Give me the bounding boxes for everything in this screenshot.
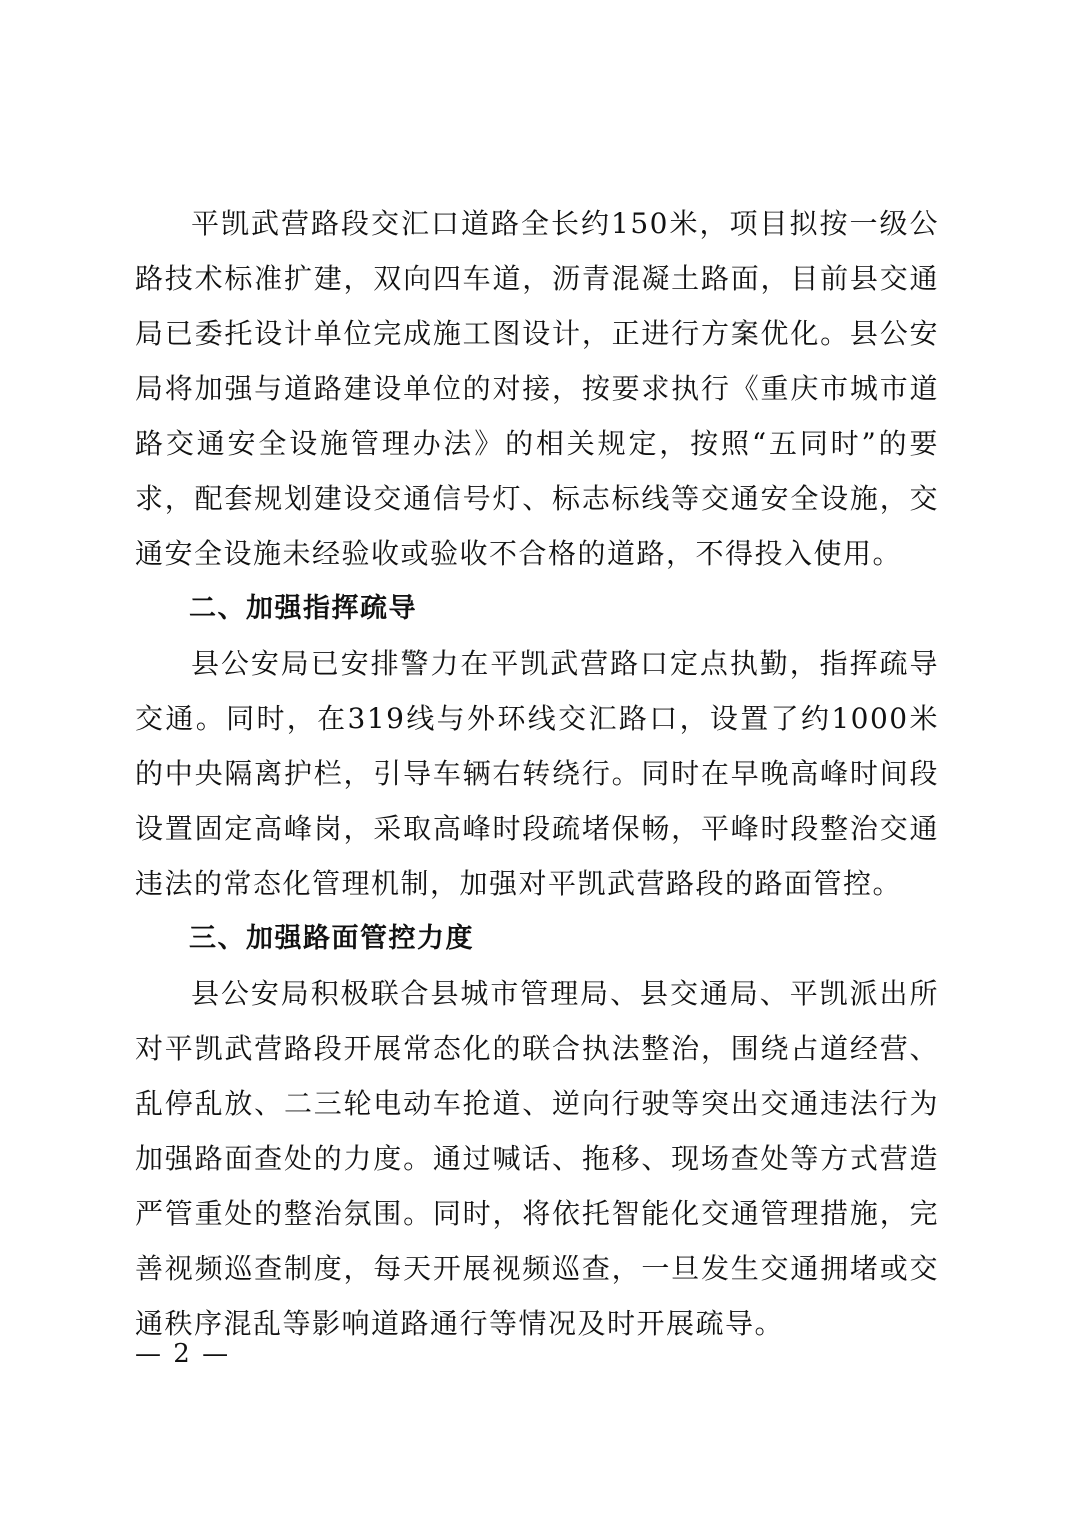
section-heading-road-control: 三、加强路面管控力度 (189, 923, 474, 954)
section-heading-command-guidance: 二、加强指挥疏导 (189, 593, 417, 624)
paragraph-road-control: 县公安局积极联合县城市管理局、县交通局、平凯派出所对平凯武营路段开展常态化的联合执法整治，围绕占道经营、乱停乱放、二三轮电动车抢道、逆向行驶等突出交通违法行为加强路面查处的力度。通过喊话、拖移、现场查处等方式营造严管重处的整治氛围。同时，将依托智能化交通管理措施，完善视频巡查制度，每天开展视频巡查，一旦发生交通拥堵或交通秩序混乱等影响道路通行等情况及时开展疏导。 (135, 977, 939, 1340)
document-body (135, 196, 939, 1351)
page-number: — 2 — (135, 1339, 231, 1369)
paragraph-command-guidance: 县公安局已安排警力在平凯武营路口定点执勤，指挥疏导交通。同时，在319线与外环线交汇路口，设置了约1000米的中央隔离护栏，引导车辆右转绕行。同时在早晚高峰时间段设置固定高峰岗，采取高峰时段疏堵保畅，平峰时段整治交通违法的常态化管理机制，加强对平凯武营路段的路面管控。 (135, 647, 939, 900)
paragraph-road-construction: 平凯武营路段交汇口道路全长约150米，项目拟按一级公路技术标准扩建，双向四车道，沥青混凝土路面，目前县交通局已委托设计单位完成施工图设计，正进行方案优化。县公安局将加强与道路建设单位的对接，按要求执行《重庆市城市道路交通安全设施管理办法》的相关规定，按照“五同时”的要求，配套规划建设交通信号灯、标志标线等交通安全设施，交通安全设施未经验收或验收不合格的道路，不得投入使用。 (135, 207, 939, 570)
